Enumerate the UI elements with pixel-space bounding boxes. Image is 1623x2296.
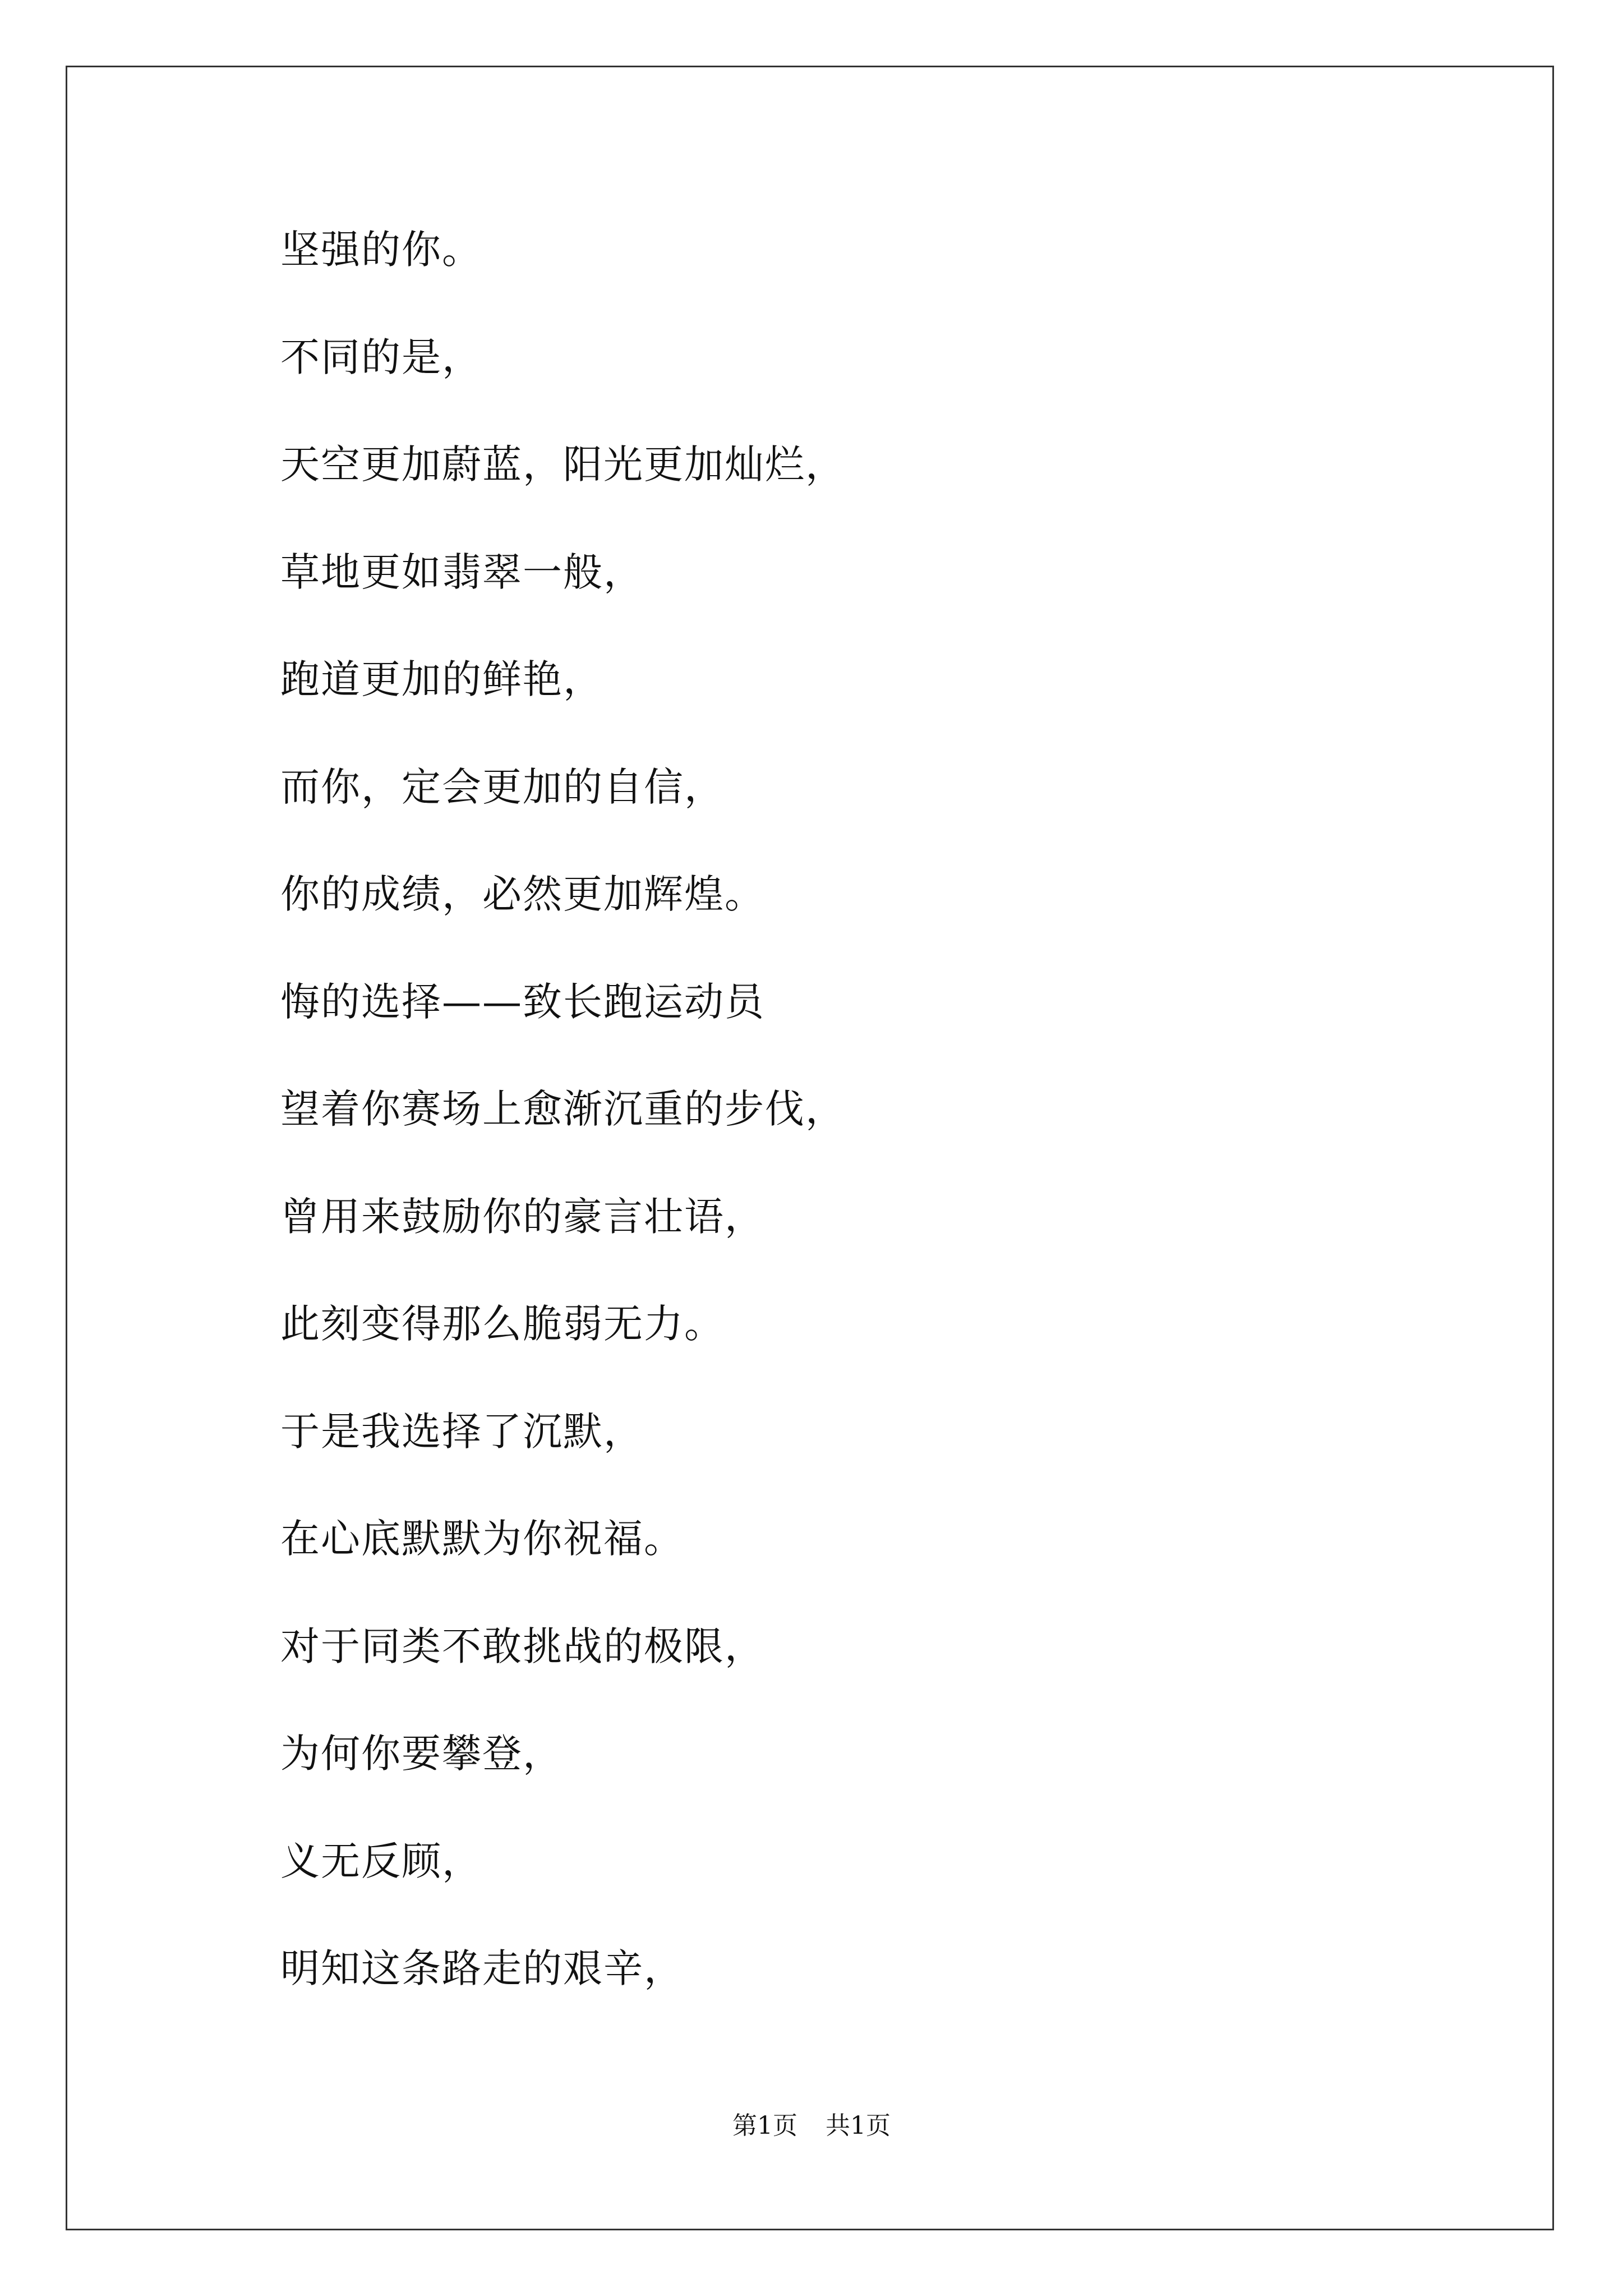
text-line: 草地更如翡翠一般， (280, 549, 644, 595)
text-line: 望着你赛场上愈渐沉重的步伐， (280, 1086, 846, 1132)
page-footer (0, 2109, 1623, 2143)
text-line: 天空更加蔚蓝，阳光更加灿烂， (280, 441, 846, 487)
text-line: 此刻变得那么脆弱无力。 (280, 1301, 725, 1347)
text-line: 跑道更加的鲜艳， (280, 656, 603, 702)
document-body (280, 213, 1458, 2040)
text-line: 于是我选择了沉默， (280, 1408, 644, 1455)
text-line: 不同的是， (280, 334, 482, 380)
text-line: 曾用来鼓励你的豪言壮语， (280, 1193, 765, 1240)
text-line: 为何你要攀登， (280, 1731, 563, 1777)
text-line: 你的成绩，必然更加辉煌。 (280, 871, 765, 917)
text-line: 在心底默默为你祝福。 (280, 1516, 684, 1562)
text-line: 坚强的你。 (280, 227, 482, 273)
page-total: 共1页 (826, 2111, 891, 2140)
text-line: 明知这条路走的艰辛， (280, 1945, 684, 1991)
text-line: 而你，定会更加的自信， (280, 763, 725, 810)
text-line: 义无反顾， (280, 1838, 482, 1884)
text-line: 对于同类不敢挑战的极限， (280, 1623, 765, 1669)
page-number: 第1页 (732, 2111, 797, 2140)
text-line: 悔的选择——致长跑运动员 (280, 978, 765, 1025)
